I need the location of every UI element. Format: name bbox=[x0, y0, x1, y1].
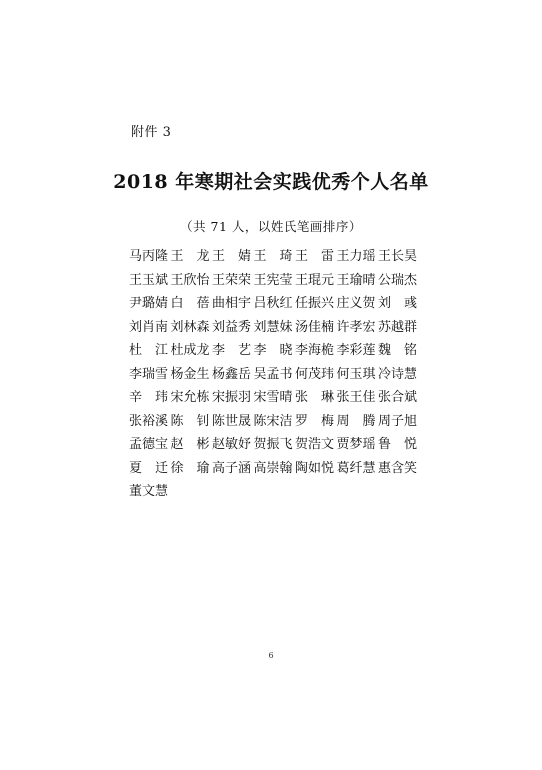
list-item: 董文慧 bbox=[129, 484, 169, 499]
list-item: 吕秋红 bbox=[253, 296, 293, 311]
list-item: 杜 江 bbox=[129, 343, 169, 358]
list-item: 惠含笑 bbox=[378, 460, 418, 476]
list-item: 王宪莹 bbox=[253, 272, 293, 288]
list-item: 杜成龙 bbox=[170, 343, 210, 358]
list-item: 葛纤慧 bbox=[336, 460, 376, 476]
list-item: 王 婧 bbox=[212, 249, 252, 264]
list-item: 何玉琪 bbox=[336, 366, 376, 382]
list-item: 陈 钊 bbox=[170, 413, 210, 429]
list-item: 何茂玮 bbox=[295, 366, 335, 382]
list-item: 王琨元 bbox=[295, 272, 335, 288]
list-item: 罗 梅 bbox=[295, 413, 335, 429]
list-item: 冷诗慧 bbox=[378, 366, 418, 382]
list-item: 王 龙 bbox=[170, 249, 210, 264]
list-item: 张王佳 bbox=[336, 390, 376, 405]
list-item: 鲁 悦 bbox=[378, 437, 418, 452]
list-item: 陶如悦 bbox=[295, 460, 335, 476]
list-item: 王 琦 bbox=[253, 249, 293, 264]
list-item: 赵 彬 bbox=[170, 437, 210, 452]
list-item: 白 蓓 bbox=[170, 296, 210, 311]
list-item: 王长昊 bbox=[378, 249, 418, 264]
list-item: 高崇翰 bbox=[253, 460, 293, 476]
list-item: 贺振飞 bbox=[253, 437, 293, 452]
list-item: 赵敏妤 bbox=[212, 437, 252, 452]
list-item: 任振兴 bbox=[295, 296, 335, 311]
list-item: 陈世晟 bbox=[212, 413, 252, 429]
list-item: 王欣怡 bbox=[170, 272, 210, 288]
list-item: 王力瑶 bbox=[336, 249, 376, 264]
list-item: 刘 彧 bbox=[378, 296, 418, 311]
count-note: （共 71 人，以姓氏笔画排序） bbox=[180, 219, 362, 234]
list-item: 王瑜晴 bbox=[336, 272, 376, 288]
list-item: 辛 玮 bbox=[129, 390, 169, 405]
list-item: 庄义贺 bbox=[336, 296, 376, 311]
list-item: 刘肖南 bbox=[129, 319, 169, 335]
list-item: 公瑞杰 bbox=[378, 272, 418, 288]
list-item: 马丙隆 bbox=[129, 249, 169, 264]
list-item: 周 腾 bbox=[336, 413, 376, 429]
list-item: 徐 瑜 bbox=[170, 460, 210, 476]
list-item: 李 晓 bbox=[253, 343, 293, 358]
list-item: 许孝宏 bbox=[336, 319, 376, 335]
list-item: 李海桅 bbox=[295, 343, 335, 358]
list-item: 陈宋洁 bbox=[253, 413, 293, 429]
list-item: 宋振羽 bbox=[212, 390, 252, 405]
list-item: 夏 迁 bbox=[129, 460, 169, 476]
list-item: 贺浩文 bbox=[295, 437, 335, 452]
list-item: 杨金生 bbox=[170, 366, 210, 382]
list-item: 李彩莲 bbox=[336, 343, 376, 358]
list-item: 曲相宇 bbox=[212, 296, 252, 311]
document-title: 2018 年寒期社会实践优秀个人名单 bbox=[113, 171, 429, 193]
list-item: 周子旭 bbox=[378, 413, 418, 429]
list-item: 张 琳 bbox=[295, 390, 335, 405]
list-item: 孟德宝 bbox=[129, 437, 169, 452]
list-item: 王荣荣 bbox=[212, 272, 252, 288]
list-item: 吴孟书 bbox=[253, 366, 293, 382]
list-item: 刘林森 bbox=[170, 319, 210, 335]
list-item: 汤佳楠 bbox=[295, 319, 335, 335]
list-item: 张合斌 bbox=[378, 390, 418, 405]
list-item: 贾梦瑶 bbox=[336, 437, 376, 452]
list-item: 刘慧妹 bbox=[253, 319, 293, 335]
list-item: 魏 铭 bbox=[378, 343, 418, 358]
list-item: 苏越群 bbox=[378, 319, 418, 335]
list-item: 王玉斌 bbox=[129, 272, 169, 288]
list-item: 张裕溪 bbox=[129, 413, 169, 429]
list-item: 高子涵 bbox=[212, 460, 252, 476]
name-list bbox=[129, 245, 419, 504]
attachment-label: 附件 3 bbox=[131, 125, 172, 140]
page-number: 6 bbox=[268, 651, 274, 660]
list-item: 宋允栋 bbox=[170, 390, 210, 405]
list-item: 王 雷 bbox=[295, 249, 335, 264]
list-item: 尹璐婧 bbox=[129, 296, 169, 311]
list-item: 宋雪晴 bbox=[253, 390, 293, 405]
list-item: 刘益秀 bbox=[212, 319, 252, 335]
list-item: 李 艺 bbox=[212, 343, 252, 358]
list-item: 杨鑫岳 bbox=[212, 366, 252, 382]
list-item: 李瑞雪 bbox=[129, 366, 169, 382]
